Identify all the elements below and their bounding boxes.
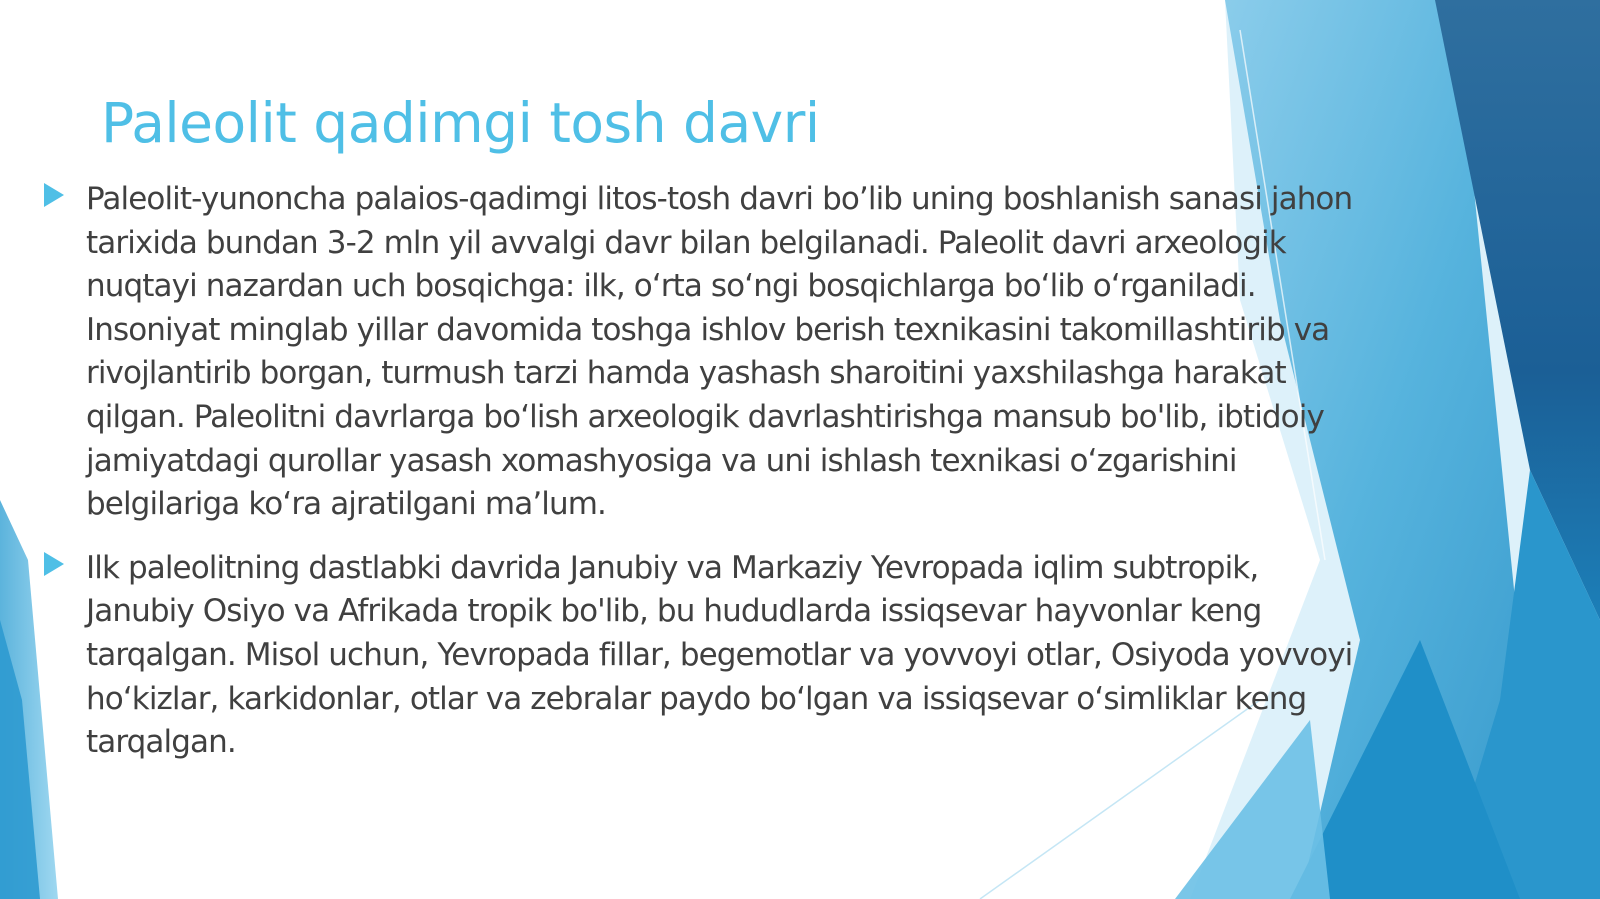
text-line: rivojlantirib borgan, turmush tarzi hamda yashash sharoitini yaxshilashga harakat bbox=[86, 355, 1286, 392]
text-line: Paleolit-yunoncha palaios-qadimgi litos-tosh davri bo’lib uning boshlanish sanasi jahon bbox=[86, 181, 1353, 217]
text-line: Ilk paleolitning dastlabki davrida Janubiy va Markaziy Yevropada iqlim subtropik, bbox=[86, 549, 1259, 586]
text-line: tarqalgan. Misol uchun, Yevropada fillar, begemotlar va yovvoyi otlar, Osiyoda yovvoyi bbox=[86, 636, 1353, 673]
text-line: nuqtayi nazardan uch bosqichga: ilk, oʻrta soʻngi bosqichlarga boʻlib oʻrganiladi. bbox=[86, 268, 1256, 305]
text-line: belgilariga koʻra ajratilgani ma’lum. bbox=[86, 486, 606, 523]
bullet-item-2 bbox=[44, 547, 1600, 765]
text-line: hoʻkizlar, karkidonlar, otlar va zebralar paydo boʻlgan va issiqsevar oʻsimliklar keng bbox=[86, 680, 1307, 717]
bullet-text bbox=[86, 547, 1600, 765]
text-line: tarixida bundan 3-2 mln yil avvalgi davr bilan belgilanadi. Paleolit davri arxeologik bbox=[86, 224, 1286, 261]
triangle-bullet-icon bbox=[44, 183, 64, 207]
text-line: Insoniyat minglab yillar davomida toshga ishlov berish texnikasini takomillashtirib va bbox=[86, 311, 1330, 348]
bullet-text bbox=[86, 178, 1600, 527]
text-line: Janubiy Osiyo va Afrikada tropik bo'lib, bu hududlarda issiqsevar hayvonlar keng bbox=[86, 593, 1262, 630]
text-line: qilgan. Paleolitni davrlarga boʻlish arxeologik davrlashtirishga mansub bo'lib, ibtidoiy bbox=[86, 398, 1324, 435]
triangle-bullet-icon bbox=[44, 552, 64, 576]
text-line: tarqalgan. bbox=[86, 724, 236, 761]
slide-title: Paleolit qadimgi tosh davri bbox=[101, 91, 820, 155]
bullet-item-1 bbox=[44, 178, 1600, 527]
text-line: jamiyatdagi qurollar yasash xomashyosiga va uni ishlash texnikasi oʻzgarishini bbox=[86, 442, 1237, 479]
bullet-list bbox=[44, 178, 1600, 785]
